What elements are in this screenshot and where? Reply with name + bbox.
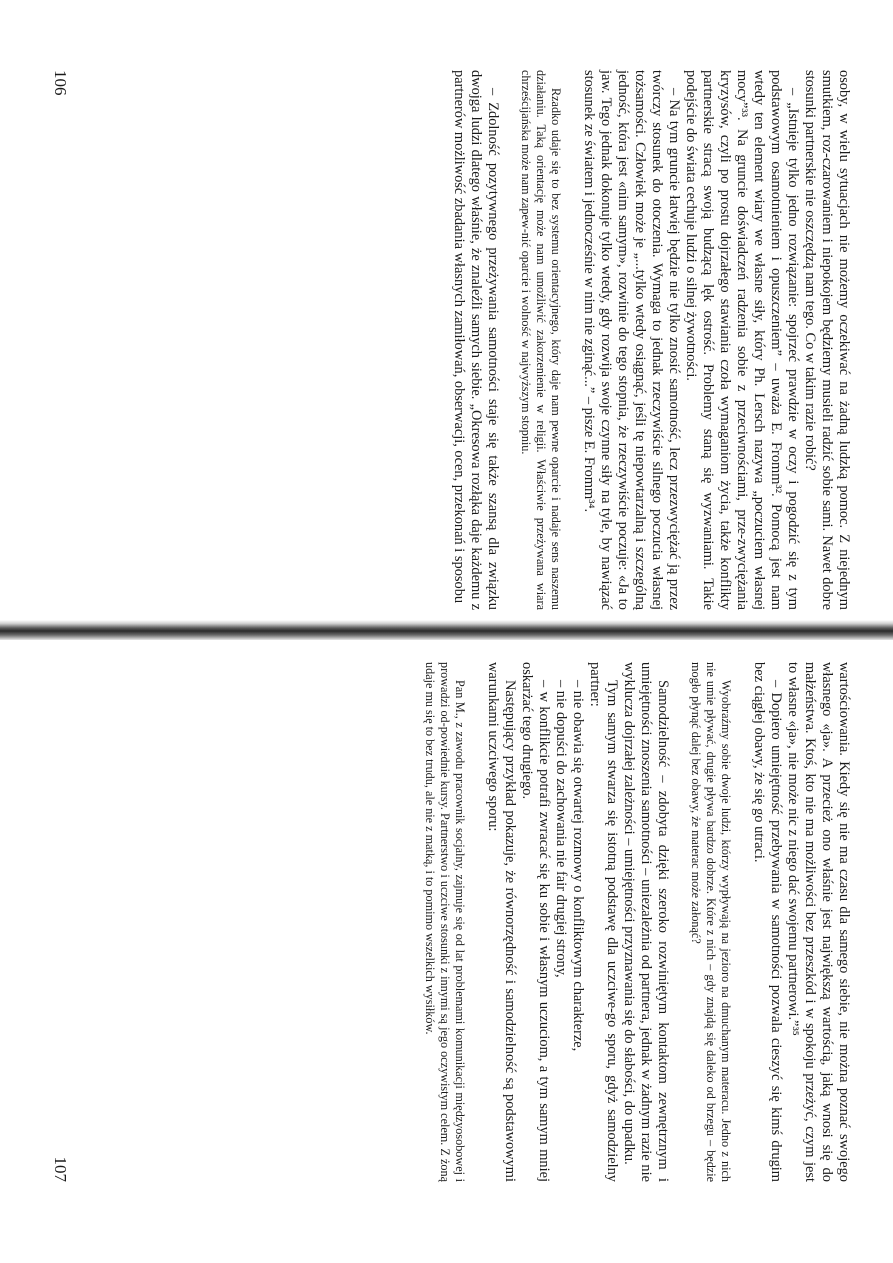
- list-item: – w konflikcie potrafi zwracać się ku sobie i własnym uczuciom, a tym samym mniej oskarżać tego drugiego.: [519, 662, 552, 1182]
- paragraph: Wyobraźmy sobie dwoje ludzi, którzy wypływają na jezioro na dmuchanym materacu. Jedno z nich nie umie pływać, drugie pływa bardzo dobrze. Które z nich – gdy znajdą się daleko od brzegu – będzie mogło płynąć dalej bez obawy, że materac może załonąć?: [689, 662, 733, 1182]
- paragraph: wartościowania. Kiedy się nie ma czasu dla samego siebie, nie można poznać swojego własnego «ja». A przecież ono właśnie jest największą wartością, jaką wnosi się do małżeństwa. Ktoś, kto nie ma możliwości bez przeszkód i w spokoju przeżyć, czym jest to własne «ja», nie może nic z niego dać swojemu partnerowi.”³⁵: [785, 662, 852, 1182]
- page-number: 107: [51, 1156, 70, 1182]
- right-page: [52, 662, 852, 1182]
- list-item: – nie dopuści do zachowania nie fair drugiej strony,: [553, 680, 569, 978]
- paragraph: Rzadko udaje się to bez systemu orientacyjnego, który daje nam pewne oparcie i nadaje sens naszemu działaniu. Taką orientację może nam umożliwić zakorzenienie w religii. Właściwie przeżywana wiara chrześcijańska może nam zapew-nić oparcie i wolność w najwyższym stopniu.: [519, 70, 563, 610]
- paragraph: Następujący przykład pokazuje, że równorzędność i samodzielność są podstawowymi warunkami uczciwego sporu:: [485, 662, 518, 1182]
- paragraph: Pan M., z zawodu pracownik socjalny, zajmuje się od lat problemami komunikacji międzyosobowej i prowadzi od-powiednie kursy. Partnerstwo i uczciwe stosunki z innymi są jego oczywistym celem. Z żoną udaje mu się to bez trudu, ale nie z matką, i to pomimo wszelkich wysiłków.: [423, 662, 467, 1182]
- paragraph: Samodzielność – zdobyta dzięki szeroko rozwiniętym kontaktom zewnętrznym i umiejętności znoszenia samotności – uniezależnia od partnera, jednak w żadnym razie nie wyklucza dojrzałej zależności – umiejętności przyznawania się do słabości, do upadku.: [621, 662, 671, 1182]
- paragraph: – Na tym gruncie łatwiej będzie nie tylko znosić samotność, lecz przezwyciężać ją przez twórczy stosunek do otoczenia. Wymaga to jednak rzeczywiście silnego poczucia własnej tożsamości. Człowiek może je „...tylko wtedy osiągnąć, jeśli tę niepowtarzalną i szczególną jedność, która jest «nim samym», rozwinie do tego stopnia, że rzeczywiście poczuje: «Ja to jaw. Tego jednak dokonuje tylko wtedy, gdy rozwija swoje czynne siły na tyle, by nawiązać stosunek ze światem i jednocześnie w nim nie zginąć...” – pisze E. Fromm³⁴.: [581, 70, 682, 610]
- paragraph: – Zdolność pozytywnego przeżywania samotności staje się także szansą dla związku dwojga ludzi dlatego właśnie, że znaleźli samych siebie. „Okresowa rozłąka daje każdemu z partnerów możliwość zbadania własnych zamiłowań, obserwacji, ocen, przekonań i sposobu: [451, 70, 501, 610]
- paragraph: – Dopiero umiejętność przebywania w samotności pozwala cieszyć się kimś drugim bez ciągłej obawy, że się go utraci.: [751, 662, 784, 1182]
- list-item: – nie obawia się otwartej rozmowy o konfliktowym charakterze,: [570, 680, 586, 1052]
- left-page-text: [450, 70, 852, 610]
- left-page: [52, 70, 852, 610]
- page-number: 106: [51, 70, 70, 96]
- paragraph: osoby, w wielu sytuacjach nie możemy oczekiwać na żadną ludzką pomoc. Z niejednym smutkiem, roz-czarowaniem i niepokojem będziemy musieli radzić sobie sami. Nawet dobre stosunki partnerskie nie oszczędzą nam tego. Co w takim razie robić?: [802, 70, 852, 610]
- book-fold: [0, 620, 893, 640]
- right-page-text: [422, 662, 852, 1182]
- paragraph: – „Istnieje tylko jedno rozwiązanie: spojrzeć prawdzie w oczy i pogodzić się z tym podstawowym osamotnieniem i opuszczeniem” – uważa E. Fromm³². Pomocą jest nam wtedy ten element wiary we własne siły, który Ph. Lersch nazywa „poczuciem własnej mocy”³³. Na gruncie doświadczeń radzenia sobie z przeciwnościami, prze-zwyciężania kryzysów, czyli po prostu dojrzałego stawiania czoła wymaganiom życia, także konflikty partnerskie stracą swoją budzącą lęk ostrość. Problemy staną się wyzwaniami. Takie podejście do świata cechuje ludzi o silnej żywotności.: [683, 70, 801, 610]
- paragraph: Tym samym stwarza się istotną podstawę dla uczciwe-go sporu, gdyż samodzielny partner:: [587, 662, 620, 1182]
